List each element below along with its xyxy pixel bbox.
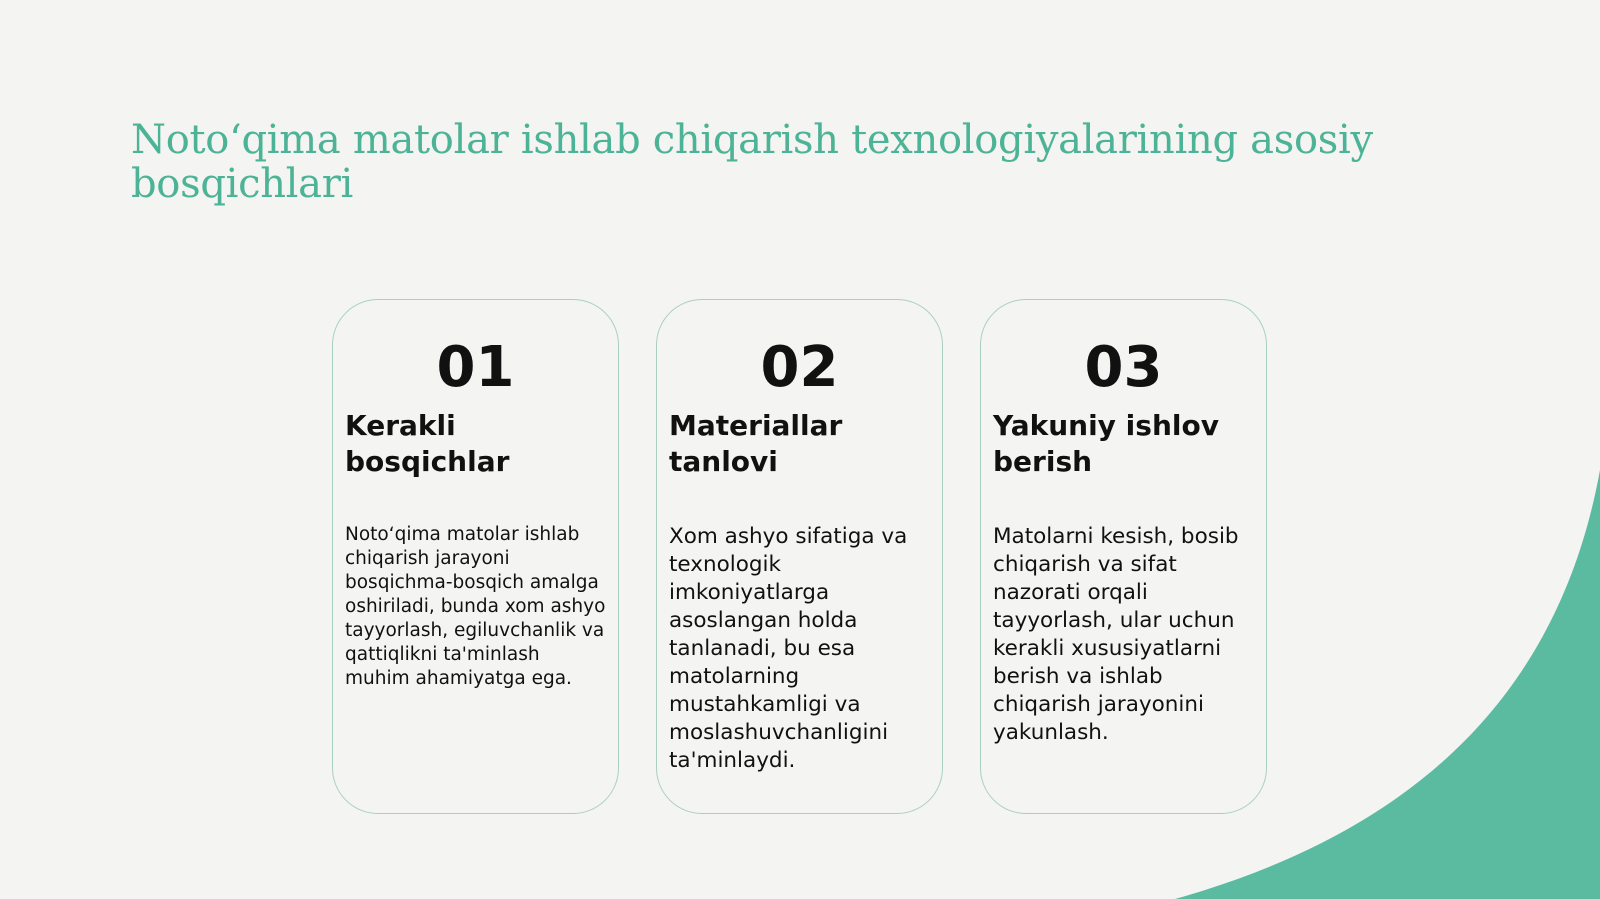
step-number: 01	[436, 335, 515, 400]
step-heading: Yakuniy ishlov berish	[993, 409, 1219, 478]
step-card-2	[656, 299, 943, 814]
step-description: Noto‘qima matolar ishlab chiqarish jarayoni bosqichma-bosqich amalga oshiriladi, bunda xom ashyo tayyorlash, egiluvchanlik va qattiqlikni ta'minlash muhim ahamiyatga ega.	[345, 524, 606, 689]
step-description: Xom ashyo sifatiga va texnologik imkoniyatlarga asoslangan holda tanlanadi, bu esa matolarning mustahkamligi va moslashuvchanligini ta'minlaydi.	[669, 524, 908, 773]
step-card-1	[332, 299, 619, 814]
step-number: 02	[760, 335, 839, 400]
step-heading: Materiallar tanlovi	[669, 409, 843, 478]
step-card-3	[980, 299, 1267, 814]
step-description: Matolarni kesish, bosib chiqarish va sifat nazorati orqali tayyorlash, ular uchun kerakli xususiyatlarni berish va ishlab chiqarish jarayonini yakunlash.	[993, 524, 1239, 745]
step-number: 03	[1084, 335, 1163, 400]
step-heading: Kerakli bosqichlar	[345, 409, 510, 478]
slide-title: Noto‘qima matolar ishlab chiqarish texnologiyalarining asosiy bosqichlari	[131, 117, 1373, 207]
